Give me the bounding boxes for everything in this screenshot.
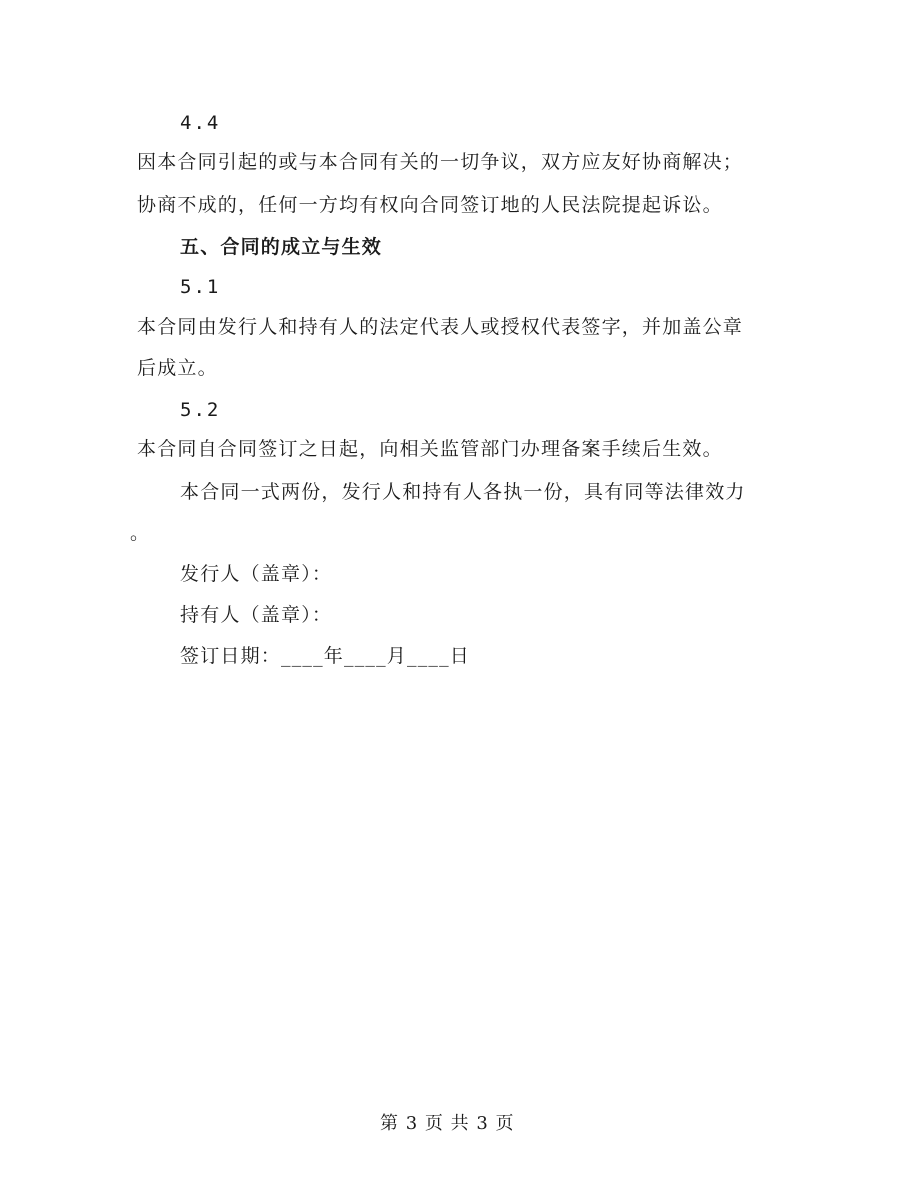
page-footer: 第 3 页 共 3 页 (380, 1113, 515, 1134)
sign-date-label: 签订日期：____年____月____日 (180, 645, 471, 667)
clause-5-1-number: 5.1 (180, 276, 221, 298)
clause-5-1-text-line1: 本合同由发行人和持有人的法定代表人或授权代表签字，并加盖公章 (137, 316, 744, 338)
section-5-title: 五、合同的成立与生效 (180, 236, 383, 258)
clause-4-4-text-line1: 因本合同引起的或与本合同有关的一切争议，双方应友好协商解决； (137, 151, 744, 173)
clause-4-4-number: 4.4 (180, 112, 221, 134)
copies-statement-line1: 本合同一式两份，发行人和持有人各执一份，具有同等法律效力 (180, 481, 746, 503)
holder-seal-label: 持有人（盖章）： (180, 604, 333, 626)
clause-5-1-text-line2: 后成立。 (137, 357, 218, 379)
issuer-seal-label: 发行人（盖章）： (180, 563, 333, 585)
clause-5-2-number: 5.2 (180, 399, 221, 421)
copies-statement-line2: 。 (130, 522, 151, 544)
clause-5-2-text-line1: 本合同自合同签订之日起，向相关监管部门办理备案手续后生效。 (137, 438, 723, 460)
clause-4-4-text-line2: 协商不成的，任何一方均有权向合同签订地的人民法院提起诉讼。 (137, 194, 723, 216)
